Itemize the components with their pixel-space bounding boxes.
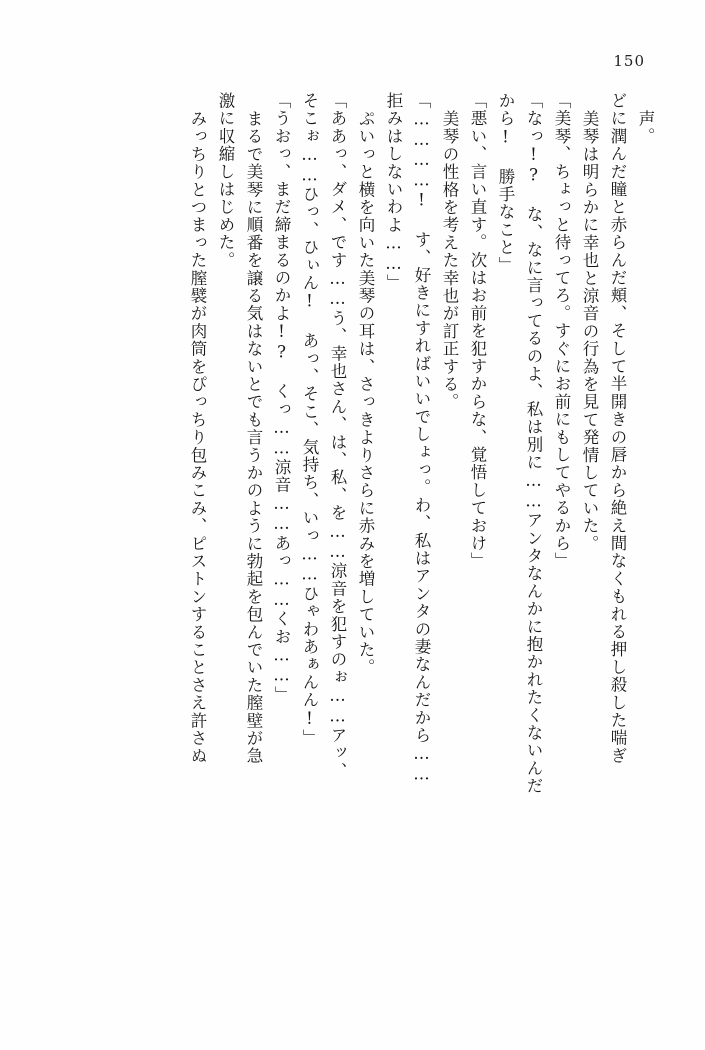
- text-column: 「悪い、言い直す。次はお前を犯すからな、覚悟しておけ」: [468, 92, 487, 570]
- text-column: 「なっ!? な、なに言ってるのよ、私は別に……アンタなんかに抱かれたくないんだ: [524, 92, 543, 795]
- text-column: ぷいっと横を向いた美琴の耳は、さっきよりさらに赤みを増していた。: [356, 110, 375, 677]
- text-column: 美琴の性格を考えた幸也が訂正する。: [440, 110, 459, 411]
- text-column: みっちりとつまった膣襞が肉筒をぴっちり包みこみ、ピストンすることさえ許さぬ: [188, 110, 207, 765]
- text-column: 声。: [636, 110, 655, 146]
- vertical-text-body: [60, 92, 653, 990]
- text-column: まるで美琴に順番を譲る気はないとでも言うかのように勃起を包んでいた膣壁が急: [244, 110, 263, 765]
- text-column: そこぉ……ひっ、ひぃん! あっ、そこ、気持ち、いっ……ひゃわあぁんん!」: [300, 92, 319, 747]
- text-column: 激に収縮しはじめた。: [216, 92, 235, 269]
- text-column: どに潤んだ瞳と赤らんだ頬、そして半開きの唇から絶え間なくもれる押し殺した喘ぎ: [608, 92, 627, 765]
- text-column: 「…………! す、好きにすればいいでしょっ。わ、私はアンタの妻なんだから……: [412, 92, 431, 785]
- text-column: 「ああっ、ダメ、です……う、幸也さん、は、私、を……涼音を犯すのぉ……アッ、: [328, 92, 347, 780]
- page-number: 150: [613, 52, 645, 70]
- text-column: 美琴は明らかに幸也と涼音の行為を見て発情していた。: [580, 110, 599, 553]
- text-column: 拒みはしないわよ……」: [384, 92, 403, 292]
- text-column: 「うおっ、まだ締まるのかよ!? くっ……涼音……あっ……くお……」: [272, 92, 291, 704]
- text-column: から! 勝手なこと」: [496, 92, 515, 274]
- text-column: 「美琴、ちょっと待ってろ。すぐにお前にもしてやるから」: [552, 92, 571, 570]
